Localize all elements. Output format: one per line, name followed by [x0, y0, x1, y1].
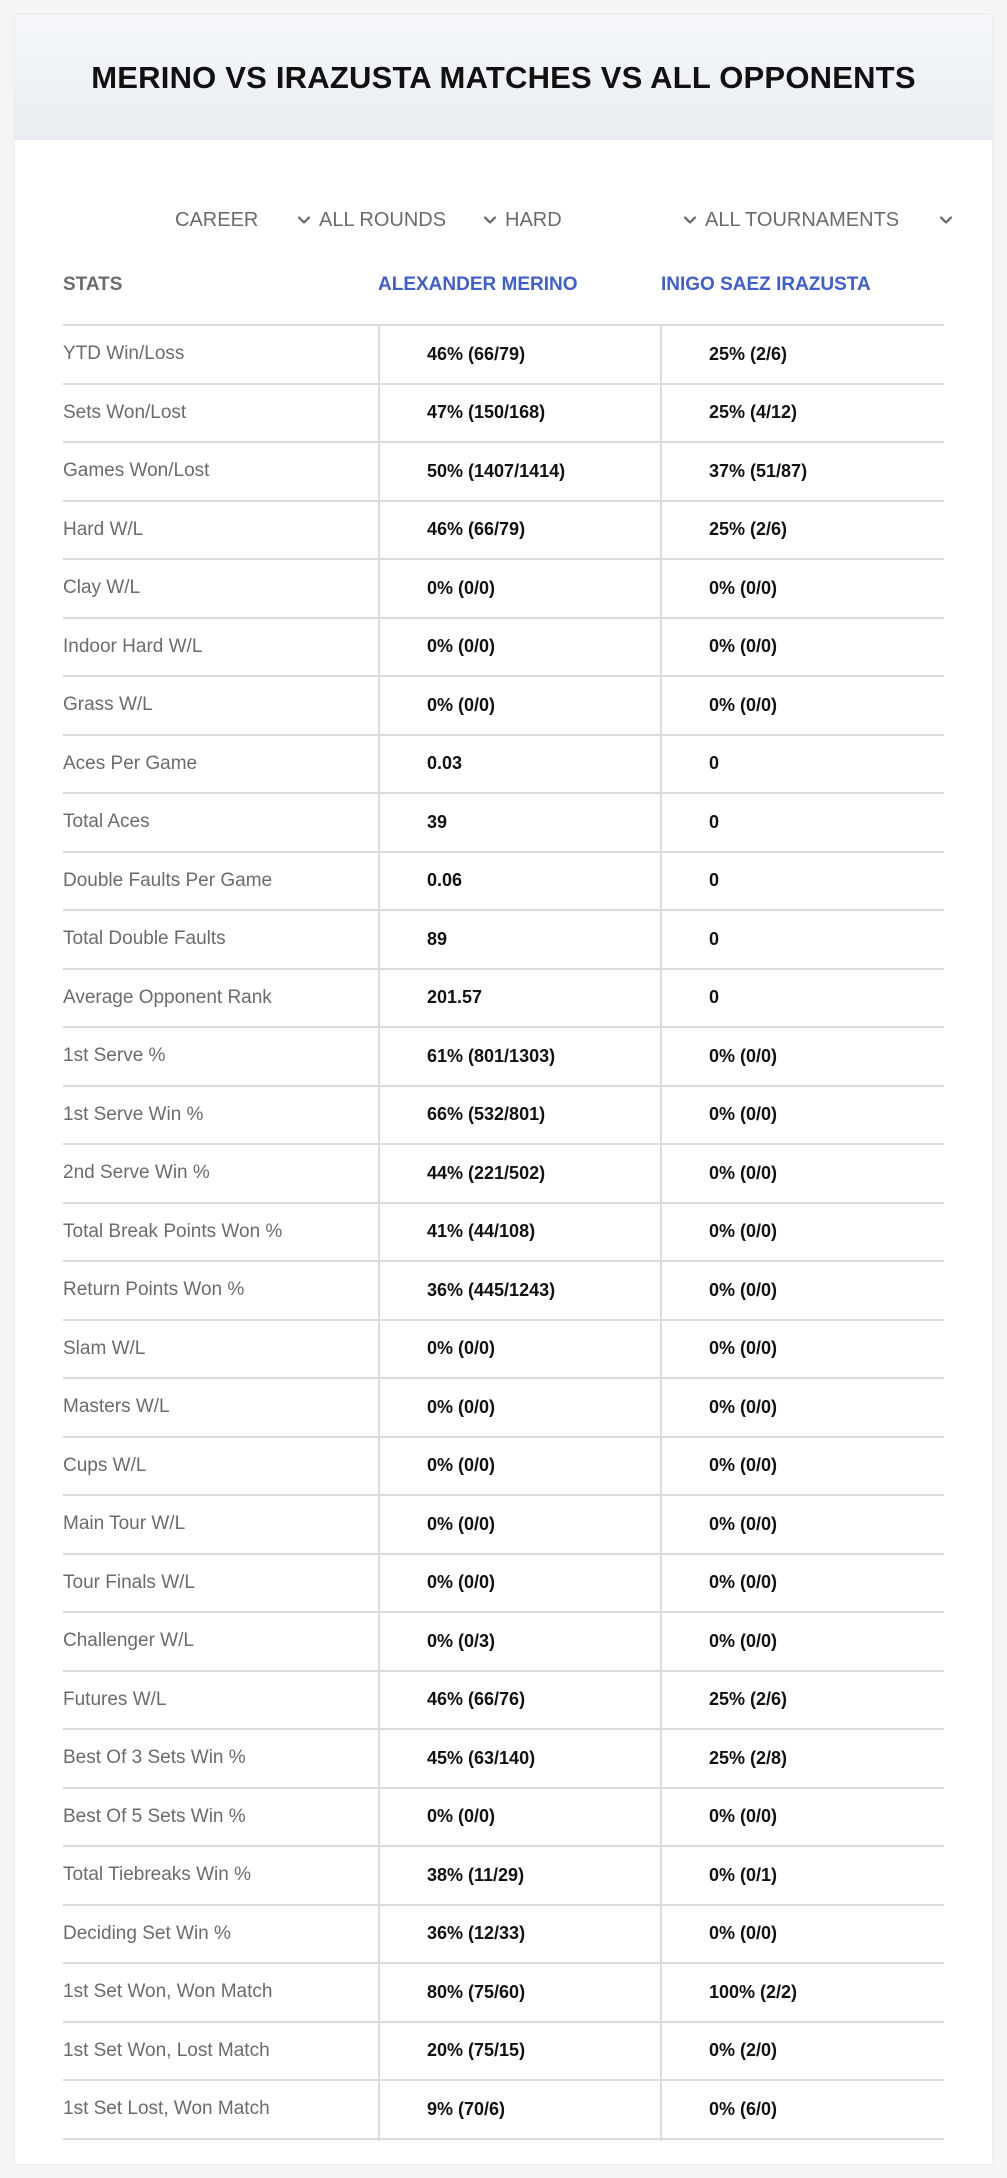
player2-value: 0% (0/1): [709, 1864, 778, 1885]
player2-value: 0% (2/0): [709, 2040, 778, 2060]
player1-value: 46% (66/79): [427, 519, 526, 539]
player2-value: 0% (0/0): [709, 1396, 778, 1417]
table-row: [63, 1613, 944, 1672]
player1-value: 0% (0/0): [427, 1338, 496, 1358]
stat-label: 2nd Serve Win %: [63, 1162, 210, 1183]
table-row: [63, 794, 944, 853]
player2-value: 0: [709, 753, 720, 773]
stat-label: Main Tour W/L: [63, 1513, 186, 1534]
player1-value: 9% (70/6): [427, 2098, 506, 2119]
player2-value: 0: [709, 987, 720, 1007]
player2-value: 0% (6/0): [709, 2098, 778, 2119]
table-row: [63, 619, 944, 678]
player2-value: 0% (0/0): [709, 1104, 778, 1124]
page-title: MERINO VS IRAZUSTA MATCHES VS ALL OPPONENTS: [91, 59, 916, 95]
player2-value: 0% (0/0): [709, 1338, 778, 1358]
table-row: [63, 1087, 944, 1146]
player2-value: 0% (0/0): [709, 1923, 778, 1943]
player1-value: 0.03: [427, 753, 463, 773]
table-row: [63, 443, 944, 502]
player2-value: 25% (2/6): [709, 343, 788, 364]
player2-value: 25% (4/12): [709, 402, 798, 422]
player1-value: 41% (44/108): [427, 1221, 536, 1241]
player1-value: 45% (63/140): [427, 1747, 536, 1768]
player1-value: 36% (12/33): [427, 1923, 526, 1943]
stat-label: Challenger W/L: [63, 1630, 194, 1651]
player1-value: 201.57: [427, 987, 483, 1007]
table-row: [63, 326, 944, 385]
stat-label: Sets Won/Lost: [63, 401, 187, 423]
stat-label: Games Won/Lost: [63, 460, 210, 481]
player1-value: 46% (66/79): [427, 343, 526, 364]
column-header-player1[interactable]: ALEXANDER MERINO: [378, 274, 578, 295]
column-header-player2[interactable]: INIGO SAEZ IRAZUSTA: [661, 274, 871, 295]
player2-value: 0% (0/0): [709, 1279, 778, 1300]
player2-value: 37% (51/87): [709, 460, 808, 481]
chevron-down-icon: [938, 212, 954, 228]
table-row: [63, 1262, 944, 1321]
stat-label: Double Faults Per Game: [63, 869, 273, 891]
filter-tournament-label: ALL TOURNAMENTS: [705, 208, 900, 231]
player1-value: 0% (0/0): [427, 694, 496, 715]
stat-label: Masters W/L: [63, 1396, 170, 1417]
table-row: [63, 1321, 944, 1380]
player1-value: 50% (1407/1414): [427, 460, 566, 481]
player1-value: 80% (75/60): [427, 1981, 526, 2002]
stat-label: Grass W/L: [63, 694, 153, 715]
player2-value: 0: [709, 811, 720, 832]
table-row: [63, 385, 944, 444]
table-row: [63, 1730, 944, 1789]
table-row: [63, 1438, 944, 1497]
player2-value: 0% (0/0): [709, 694, 778, 715]
stat-label: 1st Set Won, Won Match: [63, 1981, 273, 2002]
table-row: [63, 677, 944, 736]
stat-label: Return Points Won %: [63, 1279, 245, 1300]
filter-bar: [15, 190, 992, 250]
player2-value: 0% (0/0): [709, 1162, 778, 1183]
table-row: [63, 1789, 944, 1848]
filter-tournament-select[interactable]: [705, 190, 954, 250]
table-row: [63, 2023, 944, 2082]
filter-round-label: ALL ROUNDS: [319, 208, 447, 231]
player2-value: 0% (0/0): [709, 1513, 778, 1534]
player1-value: 39: [427, 811, 448, 832]
stat-label: Total Break Points Won %: [63, 1220, 283, 1242]
stats-table-header: [63, 250, 944, 326]
player1-value: 0% (0/0): [427, 1572, 496, 1592]
player2-value: 25% (2/8): [709, 1747, 788, 1768]
player1-value: 61% (801/1303): [427, 1045, 556, 1066]
stat-label: Hard W/L: [63, 518, 144, 540]
filter-period-label: CAREER: [175, 208, 259, 231]
table-row: [63, 2081, 944, 2140]
player1-value: 46% (66/76): [427, 1689, 526, 1709]
player2-value: 0% (0/0): [709, 1806, 778, 1826]
player1-value: 66% (532/801): [427, 1104, 546, 1124]
table-row: [63, 502, 944, 561]
table-row: [63, 970, 944, 1029]
player2-value: 100% (2/2): [709, 1981, 798, 2002]
page-header: [15, 15, 992, 140]
player1-value: 38% (11/29): [427, 1864, 525, 1885]
player2-value: 0: [709, 870, 720, 890]
table-row: [63, 1145, 944, 1204]
filter-period-select[interactable]: [175, 190, 312, 250]
stat-label: 1st Serve Win %: [63, 1103, 204, 1125]
player1-value: 0% (0/3): [427, 1630, 496, 1651]
stat-label: Deciding Set Win %: [63, 1922, 231, 1944]
player1-value: 89: [427, 928, 448, 949]
filter-round-select[interactable]: [319, 190, 498, 250]
stats-card: [15, 15, 992, 2164]
player1-value: 47% (150/168): [427, 402, 546, 422]
player1-value: 0% (0/0): [427, 1455, 496, 1475]
player1-value: 0% (0/0): [427, 577, 496, 598]
stat-label: Total Aces: [63, 811, 150, 832]
stats-table-body: [63, 326, 944, 2140]
table-row: [63, 560, 944, 619]
stat-label: YTD Win/Loss: [63, 343, 185, 364]
player1-value: 0.06: [427, 870, 463, 890]
stat-label: Average Opponent Rank: [63, 986, 272, 1008]
chevron-down-icon: [682, 212, 698, 228]
chevron-down-icon: [482, 212, 498, 228]
stat-label: Cups W/L: [63, 1454, 147, 1476]
table-row: [63, 1028, 944, 1087]
stat-label: Best Of 3 Sets Win %: [63, 1747, 246, 1768]
filter-surface-select[interactable]: [505, 190, 698, 250]
stat-label: 1st Set Lost, Won Match: [63, 2098, 270, 2119]
player2-value: 0% (0/0): [709, 1045, 778, 1066]
player1-value: 0% (0/0): [427, 636, 496, 656]
table-row: [63, 736, 944, 795]
stat-label: Best Of 5 Sets Win %: [63, 1805, 246, 1827]
player2-value: 0% (0/0): [709, 1572, 778, 1592]
table-row: [63, 1906, 944, 1965]
filter-surface-label: HARD: [505, 208, 562, 231]
player2-value: 0% (0/0): [709, 1455, 778, 1475]
chevron-down-icon: [296, 212, 312, 228]
table-row: [63, 911, 944, 970]
table-row: [63, 853, 944, 912]
player2-value: 25% (2/6): [709, 519, 788, 539]
stat-label: Total Tiebreaks Win %: [63, 1864, 251, 1885]
stat-label: Tour Finals W/L: [63, 1571, 195, 1593]
table-row: [63, 1672, 944, 1731]
player2-value: 0% (0/0): [709, 636, 778, 656]
stat-label: 1st Set Won, Lost Match: [63, 2039, 270, 2061]
player1-value: 0% (0/0): [427, 1396, 496, 1417]
stat-label: Slam W/L: [63, 1337, 146, 1359]
player1-value: 20% (75/15): [427, 2040, 526, 2060]
player2-value: 25% (2/6): [709, 1689, 788, 1709]
table-row: [63, 1496, 944, 1555]
player1-value: 44% (221/502): [427, 1162, 546, 1183]
stat-label: Futures W/L: [63, 1688, 167, 1710]
player2-value: 0% (0/0): [709, 1630, 778, 1651]
player1-value: 0% (0/0): [427, 1806, 496, 1826]
table-row: [63, 1204, 944, 1263]
table-row: [63, 1379, 944, 1438]
stat-label: Aces Per Game: [63, 752, 198, 774]
table-row: [63, 1555, 944, 1614]
player2-value: 0% (0/0): [709, 1221, 778, 1241]
player1-value: 36% (445/1243): [427, 1279, 556, 1300]
column-header-stats: STATS: [63, 274, 123, 295]
stat-label: Indoor Hard W/L: [63, 635, 203, 657]
player1-value: 0% (0/0): [427, 1513, 496, 1534]
player2-value: 0: [709, 928, 720, 949]
stat-label: 1st Serve %: [63, 1045, 166, 1066]
stat-label: Total Double Faults: [63, 928, 226, 949]
table-row: [63, 1964, 944, 2023]
table-row: [63, 1847, 944, 1906]
player2-value: 0% (0/0): [709, 577, 778, 598]
stat-label: Clay W/L: [63, 577, 141, 598]
